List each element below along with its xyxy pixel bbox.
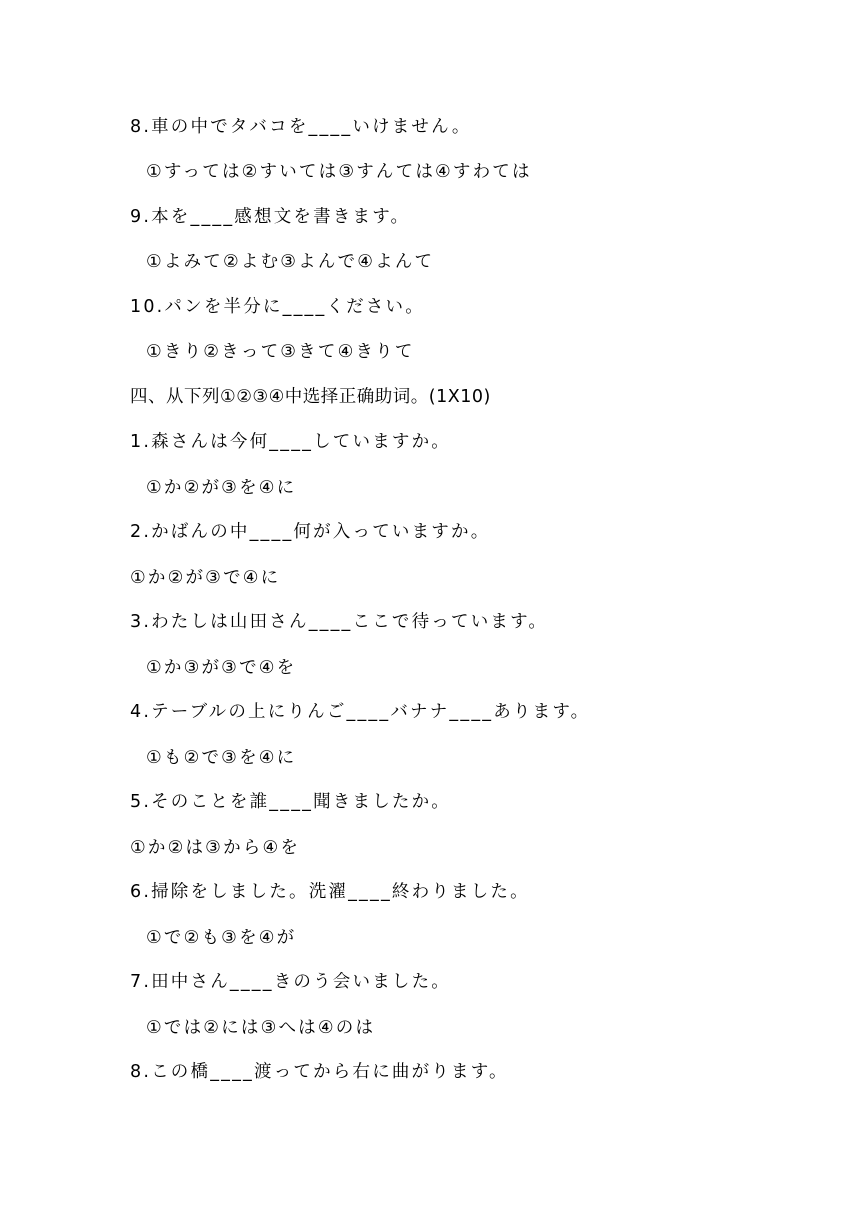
options-question-10-verb: ①きり②きって③きて④きりて xyxy=(146,342,415,362)
question-1-particle: 1.森さんは今何____していますか。 xyxy=(130,432,451,452)
options-question-7-particle: ①では②には③へは④のは xyxy=(146,1018,376,1038)
question-4-particle: 4.テーブルの上にりんご____バナナ____あります。 xyxy=(130,702,591,722)
question-7-particle: 7.田中さん____きのう会いました。 xyxy=(130,972,451,992)
options-question-1-particle: ①か②が③を④に xyxy=(146,478,297,498)
options-question-3-particle: ①か③が③で④を xyxy=(146,658,297,678)
question-5-particle: 5.そのことを誰____聞きましたか。 xyxy=(130,792,451,812)
question-3-particle: 3.わたしは山田さん____ここで待っています。 xyxy=(130,612,549,632)
options-question-8-verb: ①すっては②すいては③すんては④すわては xyxy=(146,162,532,182)
question-6-particle: 6.掃除をしました。洗濯____終わりました。 xyxy=(130,882,530,902)
question-10-verb: 10.パンを半分に____ください。 xyxy=(130,297,425,317)
options-question-5-particle: ①か②は③から④を xyxy=(130,838,301,858)
question-8-particle: 8.この橋____渡ってから右に曲がります。 xyxy=(130,1062,509,1082)
question-2-particle: 2.かばんの中____何が入っていますか。 xyxy=(130,522,491,542)
options-question-6-particle: ①で②も③を④が xyxy=(146,928,297,948)
options-question-2-particle: ①か②が③で④に xyxy=(130,568,281,588)
question-9-verb: 9.本を____感想文を書きます。 xyxy=(130,207,411,227)
section-heading-particles: 四、从下列①②③④中选择正确助词。(1X10) xyxy=(130,387,491,407)
options-question-9-verb: ①よみて②よむ③よんで④よんて xyxy=(146,252,435,272)
question-8-verb: 8.車の中でタバコを____いけません。 xyxy=(130,117,472,137)
options-question-4-particle: ①も②で③を④に xyxy=(146,748,297,768)
